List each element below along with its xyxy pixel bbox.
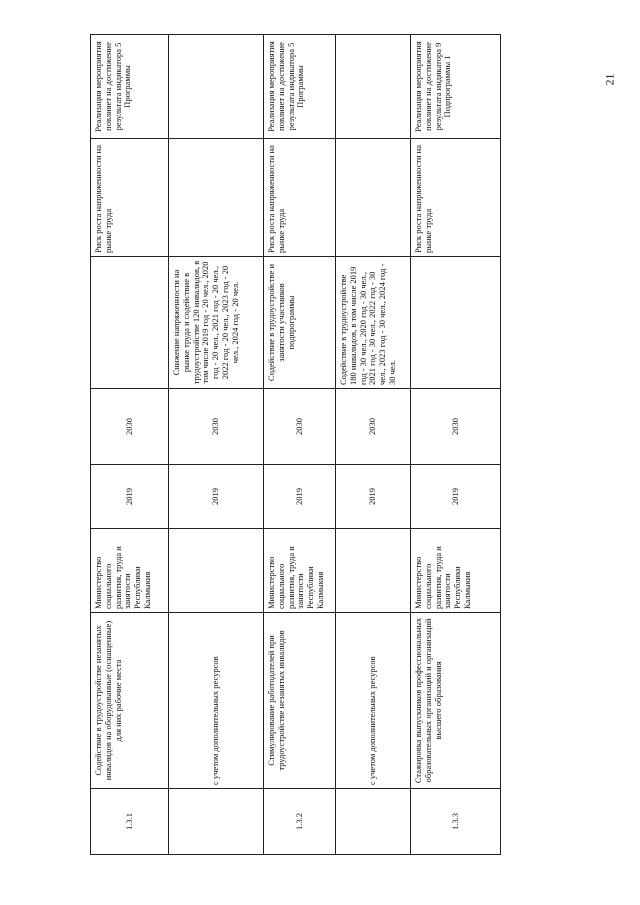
measure-executor: Министерство социального развития, труда и занятости Республики Калмыкия [91, 529, 169, 613]
table-row [169, 35, 264, 855]
measure-name: Стажировка выпускников профессиональных образовательных организаций и организаций высшего образования [411, 613, 501, 789]
measure-executor: Министерство социального развития, труда и занятости Республики Калмыкия [264, 529, 336, 613]
measure-result: Содействие в трудоустройстве и занятости участников подпрограммы [264, 257, 336, 389]
measure-executor: Министерство социального развития, труда и занятости Республики Калмыкия [411, 529, 501, 613]
measure-end-year: 2030 [169, 389, 264, 465]
measure-result [411, 257, 501, 389]
measure-start-year: 2019 [169, 465, 264, 529]
measure-number [169, 789, 264, 855]
measure-end-year: 2030 [264, 389, 336, 465]
measure-result [91, 257, 169, 389]
measure-executor [169, 529, 264, 613]
measure-start-year: 2019 [411, 465, 501, 529]
measure-result: Содействие в трудоустройстве 180 инвалидов, в том числе 2019 год - 30 чел., 2020 год - 30 чел., 2021 год - 30 чел., 2022 год - 30 чел., 2023 год - 30 чел., 2024 год - 30 чел. [336, 257, 411, 389]
measure-indicator [336, 35, 411, 139]
measure-end-year: 2030 [336, 389, 411, 465]
rotated-page-content [90, 35, 500, 855]
measures-table [90, 34, 501, 855]
measure-start-year: 2019 [336, 465, 411, 529]
page-number-text: 21 [602, 73, 617, 86]
measure-risk: Риск роста напряженности на рынке труда [91, 139, 169, 257]
table-row [91, 35, 169, 855]
measure-end-year: 2030 [91, 389, 169, 465]
measure-risk: Риск роста напряженности на рынке труда [411, 139, 501, 257]
measure-number: 1.3.2 [264, 789, 336, 855]
measure-risk [336, 139, 411, 257]
measure-name: с учетом дополнительных ресурсов [336, 613, 411, 789]
measure-name: Содействие в трудоустройстве незанятых инвалидов на оборудованные (оснащенные) для них рабочие места [91, 613, 169, 789]
measure-number: 1.3.3 [411, 789, 501, 855]
measure-result: Снижение напряженности на рынке труда и содействие в трудоустройстве 120 инвалидов, в том числе 2019 год - 20 чел., 2020 год - 20 чел., 2021 год - 20 чел., 2022 год - 20 чел., 2023 год - 20 чел., 2024 год - 20 чел. [169, 257, 264, 389]
table-row [336, 35, 411, 855]
measure-end-year: 2030 [411, 389, 501, 465]
measure-start-year: 2019 [91, 465, 169, 529]
measure-executor [336, 529, 411, 613]
measure-name: Стимулирование работодателей при трудоустройстве незанятых инвалидов [264, 613, 336, 789]
page-number [598, 62, 622, 102]
measure-number: 1.3.1 [91, 789, 169, 855]
measure-number [336, 789, 411, 855]
measure-start-year: 2019 [264, 465, 336, 529]
table-row [411, 35, 501, 855]
measure-indicator: Реализация мероприятия повлияет на достижение результата индикатора 5 Программы [91, 35, 169, 139]
measure-name: с учетом дополнительных ресурсов [169, 613, 264, 789]
measure-indicator: Реализация мероприятия повлияет на достижение результата индикатора 9 Подпрограммы 1 [411, 35, 501, 139]
table-row [264, 35, 336, 855]
measure-risk: Риск роста напряженности на рынке труда [264, 139, 336, 257]
measure-indicator [169, 35, 264, 139]
measure-risk [169, 139, 264, 257]
measure-indicator: Реализация мероприятия повлияет на достижение результата индикатора 5 Программы [264, 35, 336, 139]
